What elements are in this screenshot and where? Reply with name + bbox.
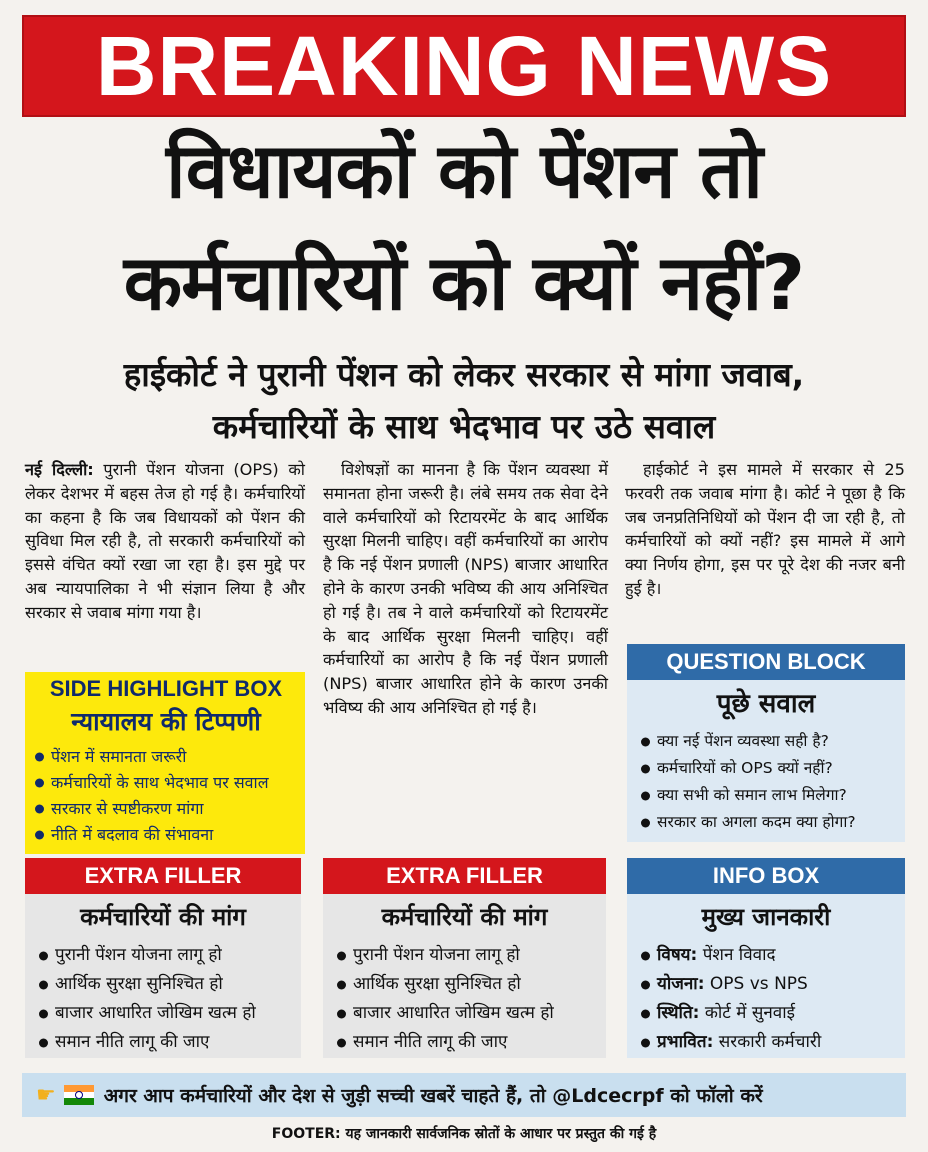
article-column-3 xyxy=(625,458,905,601)
list-item: पेंशन में समानता जरूरी xyxy=(31,744,305,770)
list-item: कर्मचारियों को OPS क्यों नहीं? xyxy=(637,755,905,782)
list-item: कर्मचारियों के साथ भेदभाव पर सवाल xyxy=(31,770,305,796)
info-value: OPS vs NPS xyxy=(709,974,808,994)
list-item xyxy=(637,970,905,999)
info-key: स्थिति: xyxy=(657,1003,700,1023)
demands-list xyxy=(35,941,301,1057)
question-block xyxy=(627,644,905,842)
info-value: कोर्ट में सुनवाई xyxy=(704,1003,795,1023)
india-flag-icon xyxy=(64,1085,94,1105)
info-key: प्रभावित: xyxy=(657,1032,714,1052)
list-item: सरकार से स्पष्टीकरण मांगा xyxy=(31,796,305,822)
extra-filler-box-2 xyxy=(323,858,606,1058)
pointing-hand-icon: ☛ xyxy=(36,1082,56,1108)
list-item: नीति में बदलाव की संभावना xyxy=(31,822,305,848)
info-key: विषय: xyxy=(657,945,698,965)
side-highlight-box xyxy=(25,672,305,854)
list-item xyxy=(637,941,905,970)
side-highlight-list xyxy=(31,744,305,848)
side-highlight-title: न्यायालय की टिप्पणी xyxy=(71,707,261,736)
question-list xyxy=(637,728,905,836)
article-column-1 xyxy=(25,458,305,625)
info-box-label: INFO BOX xyxy=(627,858,905,894)
side-highlight-label: SIDE HIGHLIGHT BOX xyxy=(49,676,283,701)
list-item: पुरानी पेंशन योजना लागू हो xyxy=(333,941,606,970)
extra-filler-label: EXTRA FILLER xyxy=(323,858,606,894)
article-column-1-text: पुरानी पेंशन योजना (OPS) को लेकर देशभर में बहस तेज हो गई है। कर्मचारियों का कहना है कि जब विधायकों को पेंशन की सुविधा मिल रही है, तो सरकारी कर्मचारियों को इससे वंचित क्यों रखा जा रहा है। इस मुद्दे पर अब न्यायपालिका ने भी संज्ञान लिया है और सरकार से जवाब मांगा गया है। xyxy=(25,460,305,622)
headline-line-2: कर्मचारियों को क्यों नहीं? xyxy=(123,238,805,327)
list-item: आर्थिक सुरक्षा सुनिश्चित हो xyxy=(333,970,606,999)
question-block-label: QUESTION BLOCK xyxy=(627,644,905,680)
headline-line-1: विधायकों को पेंशन तो xyxy=(166,126,762,215)
list-item: सरकार का अगला कदम क्या होगा? xyxy=(637,809,905,836)
banner-label: BREAKING NEWS xyxy=(95,19,833,113)
list-item xyxy=(637,999,905,1028)
article-column-2 xyxy=(323,458,608,720)
breaking-news-banner xyxy=(22,15,906,117)
list-item: बाजार आधारित जोखिम खत्म हो xyxy=(333,999,606,1028)
extra-filler-label: EXTRA FILLER xyxy=(25,858,301,894)
question-block-title: पूछे सवाल xyxy=(716,689,816,719)
info-box-title: मुख्य जानकारी xyxy=(701,903,831,931)
info-value: सरकारी कर्मचारी xyxy=(718,1032,822,1052)
list-item: क्या नई पेंशन व्यवस्था सही है? xyxy=(637,728,905,755)
info-key: योजना: xyxy=(657,974,705,994)
extra-filler-box-1 xyxy=(25,858,301,1058)
dateline: नई दिल्ली: xyxy=(25,460,94,479)
list-item: क्या सभी को समान लाभ मिलेगा? xyxy=(637,782,905,809)
footer: FOOTER: यह जानकारी सार्वजनिक स्रोतों के आधार पर प्रस्तुत की गई है xyxy=(271,1126,657,1142)
list-item: पुरानी पेंशन योजना लागू हो xyxy=(35,941,301,970)
demands-list xyxy=(333,941,606,1057)
list-item: समान नीति लागू की जाए xyxy=(35,1028,301,1057)
follow-strip xyxy=(22,1073,906,1117)
list-item: आर्थिक सुरक्षा सुनिश्चित हो xyxy=(35,970,301,999)
list-item: समान नीति लागू की जाए xyxy=(333,1028,606,1057)
extra-filler-title: कर्मचारियों की मांग xyxy=(381,903,548,931)
subheadline-line-2: कर्मचारियों के साथ भेदभाव पर उठे सवाल xyxy=(212,407,716,446)
info-list xyxy=(637,941,905,1057)
list-item xyxy=(637,1028,905,1057)
list-item: बाजार आधारित जोखिम खत्म हो xyxy=(35,999,301,1028)
info-box xyxy=(627,858,905,1058)
article-column-3-text: हाईकोर्ट ने इस मामले में सरकार से 25 फरवरी तक जवाब मांगा है। कोर्ट ने पूछा है कि जब जनप्रतिनिधियों को पेंशन दी जा रही है, तो कर्मचारियों को क्यों नहीं? इस मामले में आगे क्या निर्णय होगा, इस पर पूरे देश की नजर बनी हुई है। xyxy=(625,460,905,598)
subheadline-line-1: हाईकोर्ट ने पुरानी पेंशन को लेकर सरकार से मांगा जवाब, xyxy=(123,355,805,394)
extra-filler-title: कर्मचारियों की मांग xyxy=(80,903,246,931)
info-value: पेंशन विवाद xyxy=(702,945,776,965)
follow-strip-text: अगर आप कर्मचारियों और देश से जुड़ी सच्ची खबरें चाहते हैं, तो @Ldcecrpf को फॉलो करें xyxy=(103,1085,763,1107)
article-column-2-text: विशेषज्ञों का मानना है कि पेंशन व्यवस्था में समानता होना जरूरी है। लंबे समय तक सेवा देने वाले कर्मचारियों को रिटायरमेंट के बाद आर्थिक सुरक्षा मिलनी चाहिए। वहीं कर्मचारियों का आरोप है कि नई पेंशन प्रणाली (NPS) बाजार आधारित होने के कारण उनकी भविष्य की आय अनिश्चित हो गई है। तब ने वाले कर्मचारियों को रिटायरमेंट के बाद आर्थिक सुरक्षा मिलनी चाहिए। वहीं कर्मचारियों का आरोप है कि नई पेंशन प्रणाली (NPS) बाजार आधारित होने के कारण उनकी भविष्य की आय अनिश्चित हो गई है। xyxy=(323,460,608,717)
